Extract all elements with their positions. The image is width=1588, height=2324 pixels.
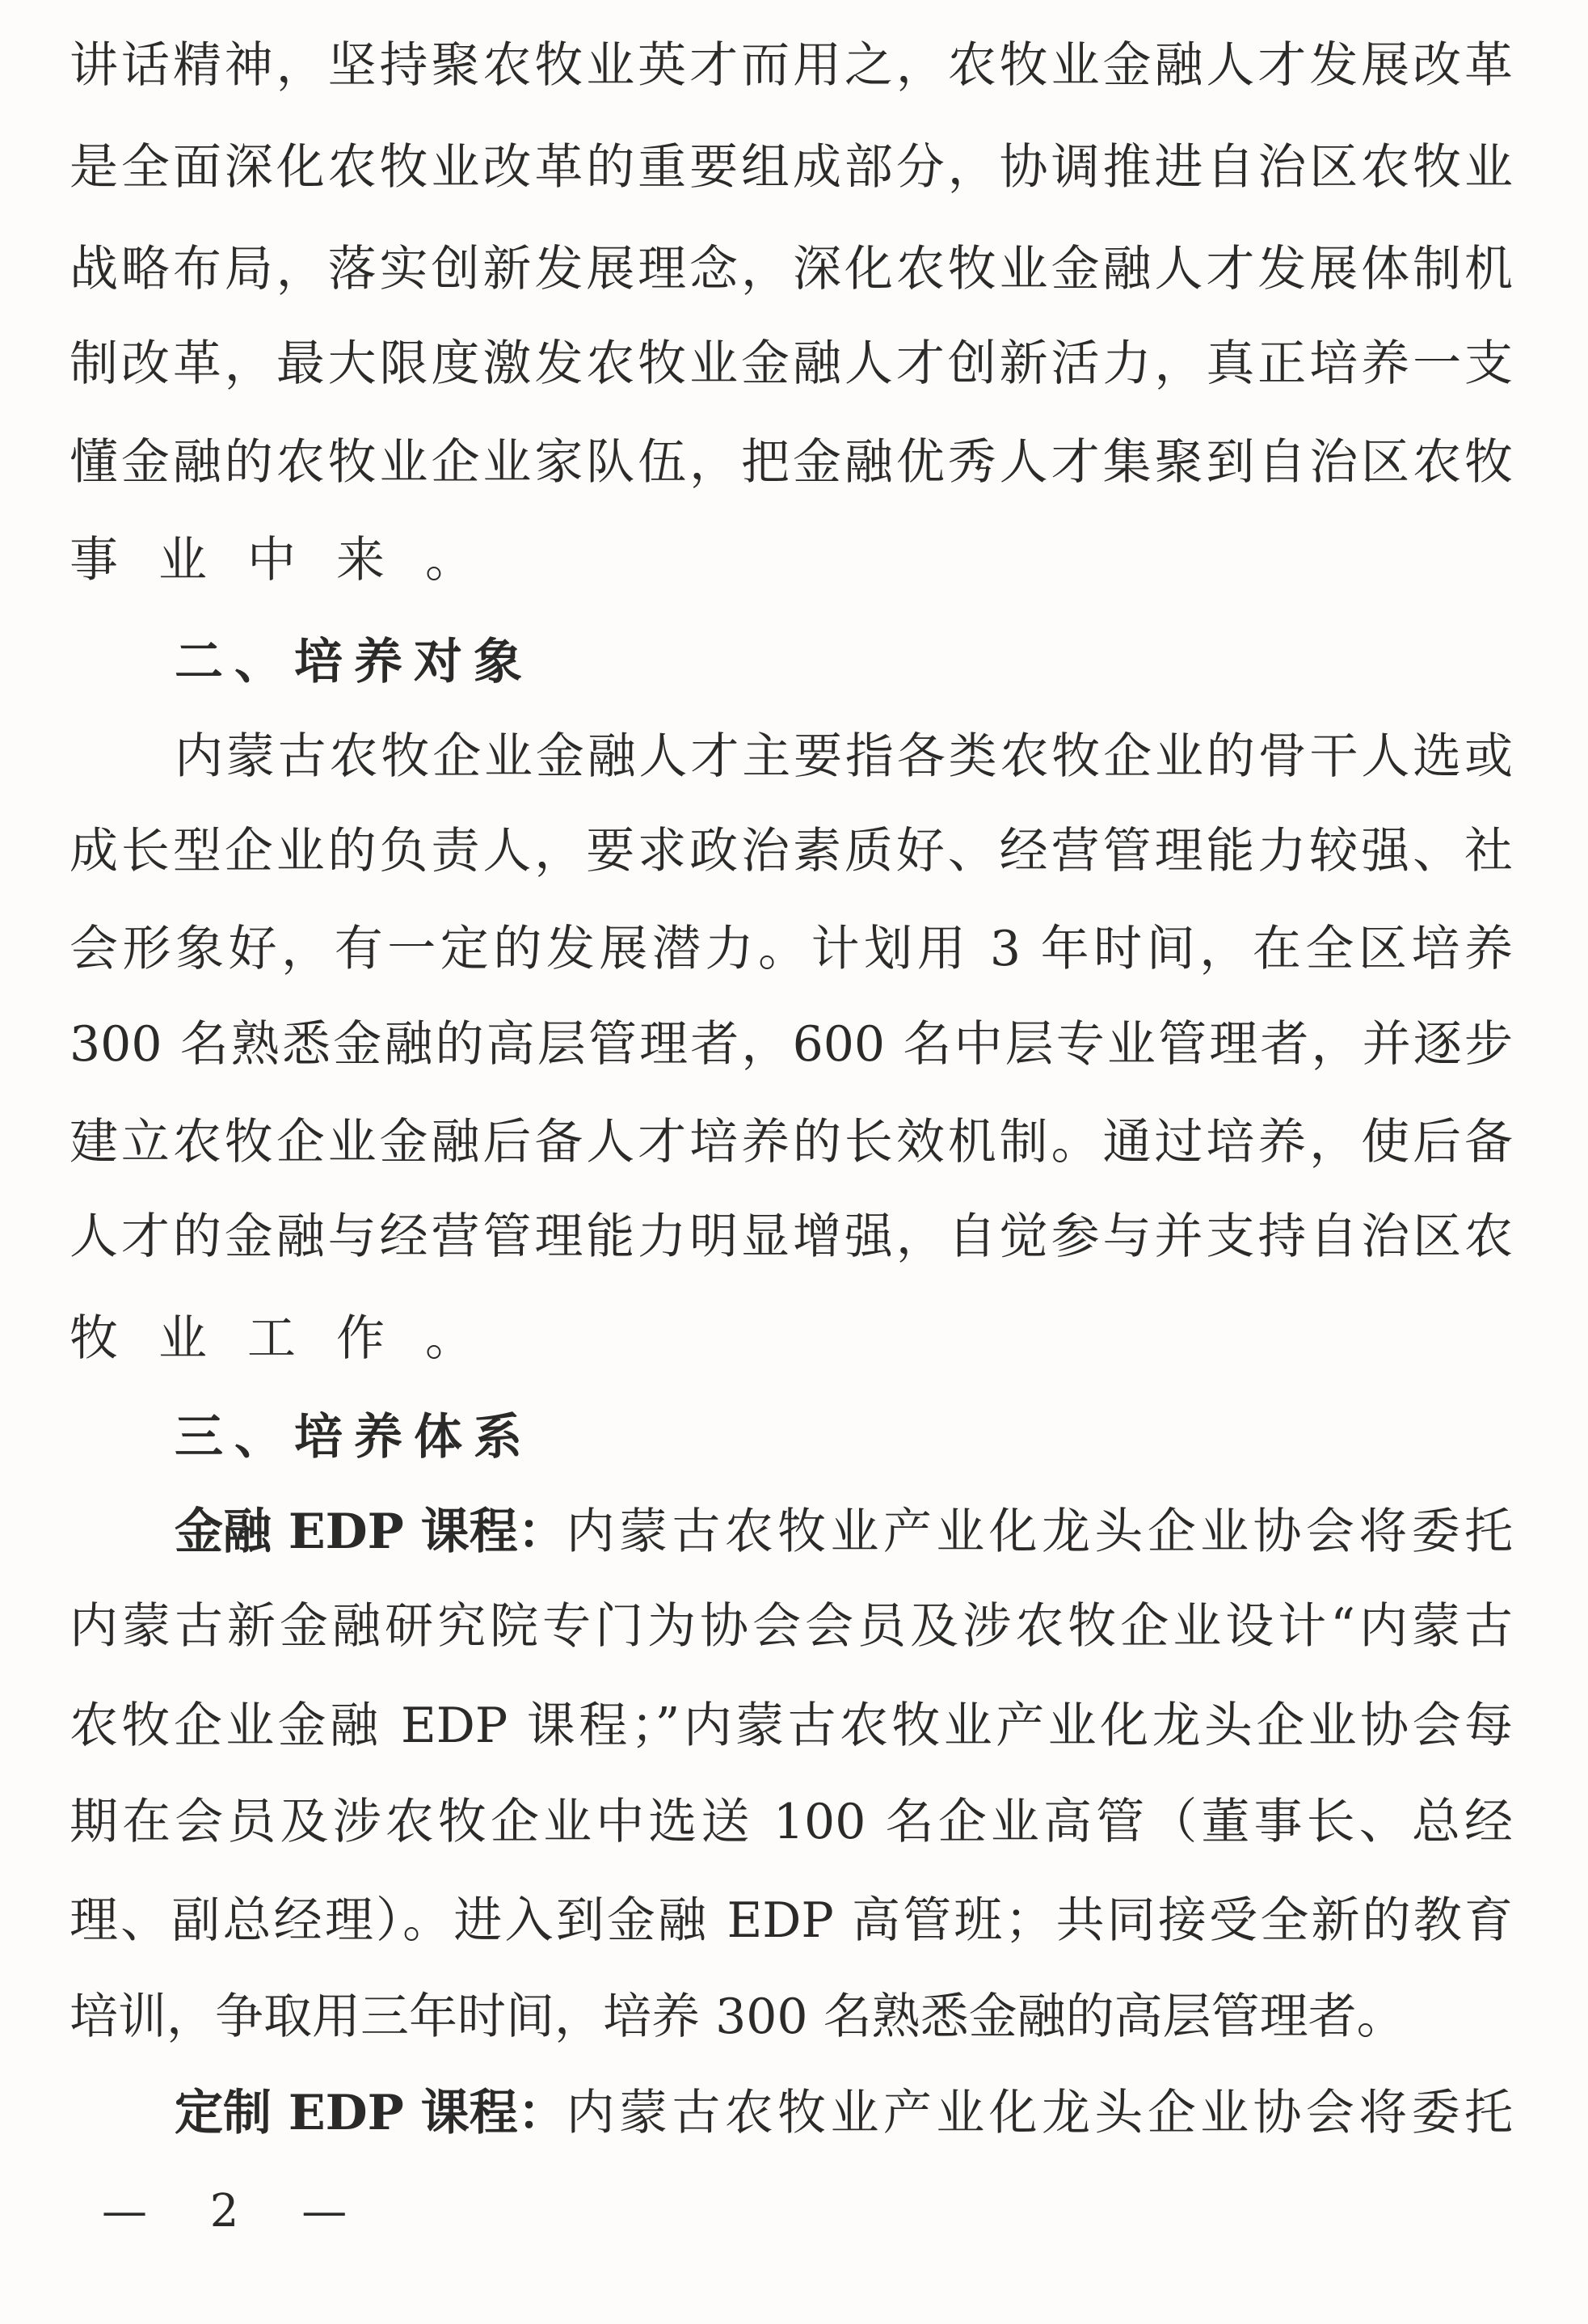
text-line [175, 2081, 1513, 2145]
text-line: 内蒙古农牧企业金融人才主要指各类农牧企业的骨干人选或 [175, 728, 1513, 785]
text-line: 建立农牧企业金融后备人才培养的长效机制。通过培养，使后备 [70, 1114, 1513, 1170]
text-line: 牧业工作。 [70, 1310, 514, 1367]
text-segment: 内蒙古农牧业产业化龙头企业协会将委托 [566, 2085, 1513, 2141]
text-segment: 内蒙古农牧业产业化龙头企业协会将委托 [566, 1504, 1513, 1560]
page-number: — 2 — [102, 2185, 372, 2238]
lead-label: 定制 EDP 课程： [175, 2085, 567, 2141]
text-line: 制改革，最大限度激发农牧业金融人才创新活力，真正培养一支 [70, 335, 1513, 392]
text-line: 农牧企业金融 EDP 课程；”内蒙古农牧业产业化龙头企业协会每 [70, 1698, 1513, 1754]
text-line: 300 名熟悉金融的高层管理者，600 名中层专业管理者，并逐步 [70, 1016, 1513, 1073]
text-line: 期在会员及涉农牧企业中选送 100 名企业高管（董事长、总经 [70, 1794, 1513, 1850]
text-line: 成长型企业的负责人，要求政治素质好、经营管理能力较强、社 [70, 823, 1513, 879]
text-line: 培训，争取用三年时间，培养 300 名熟悉金融的高层管理者。 [70, 1989, 1405, 2045]
text-line [175, 1499, 1513, 1564]
lead-label: 金融 EDP 课程： [175, 1504, 567, 1560]
section-heading: 三、培养体系 [175, 1409, 533, 1466]
text-line: 讲话精神，坚持聚农牧业英才而用之，农牧业金融人才发展改革 [70, 37, 1513, 94]
text-line: 内蒙古新金融研究院专门为协会会员及涉农牧企业设计“内蒙古 [70, 1598, 1513, 1655]
text-line: 理、副总经理）。进入到金融 EDP 高管班；共同接受全新的教育 [70, 1892, 1513, 1949]
text-line: 是全面深化农牧业改革的重要组成部分，协调推进自治区农牧业 [70, 139, 1513, 196]
text-line: 人才的金融与经营管理能力明显增强，自觉参与并支持自治区农 [70, 1208, 1513, 1265]
text-line: 懂金融的农牧业企业家队伍，把金融优秀人才集聚到自治区农牧 [70, 434, 1513, 491]
text-line: 会形象好，有一定的发展潜力。计划用 3 年时间，在全区培养 [70, 921, 1513, 977]
text-line: 事业中来。 [70, 532, 514, 588]
section-heading: 二、培养对象 [175, 634, 533, 690]
text-line: 战略布局，落实创新发展理念，深化农牧业金融人才发展体制机 [70, 241, 1513, 297]
